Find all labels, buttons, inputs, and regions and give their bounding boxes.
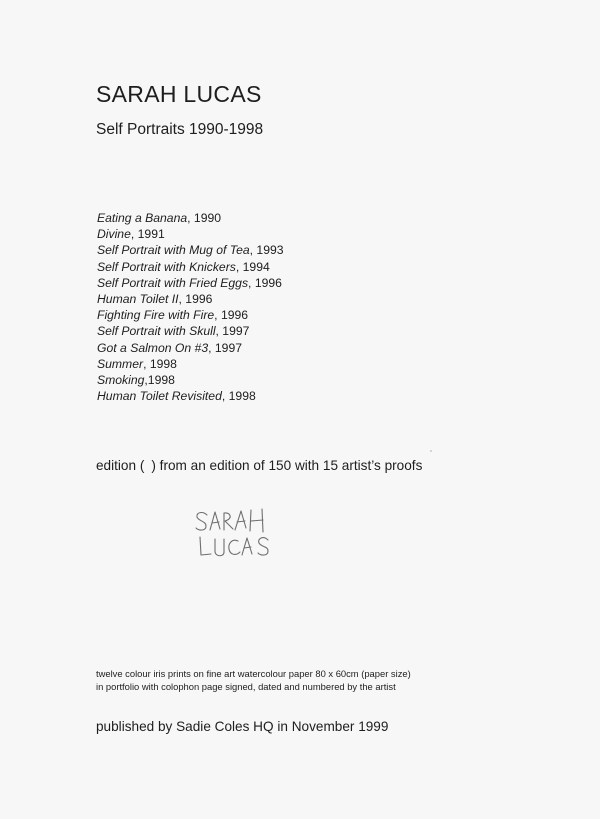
work-title: Self Portrait with Skull — [97, 324, 216, 339]
work-item — [97, 210, 284, 226]
work-title: Summer — [97, 356, 144, 371]
work-item — [97, 242, 284, 258]
work-item — [97, 307, 284, 323]
work-year: , 1994 — [235, 259, 270, 274]
edition-suffix: ) from an edition of 150 with 15 artist’s proofs — [151, 458, 423, 473]
work-title: Human Toilet Revisited — [97, 389, 222, 404]
work-year: , 1993 — [249, 243, 284, 258]
work-item — [97, 226, 284, 242]
work-title: Human Toilet II — [97, 292, 179, 307]
work-item — [97, 275, 284, 291]
work-item — [97, 356, 284, 372]
work-year: , 1998 — [221, 389, 256, 404]
work-year: , 1991 — [130, 227, 165, 242]
work-item — [97, 323, 284, 339]
work-title: Smoking — [97, 373, 145, 388]
work-item — [97, 372, 284, 388]
work-year: , 1997 — [215, 324, 250, 339]
work-year: ,1998 — [144, 373, 175, 388]
print-specifications — [96, 668, 411, 693]
work-title: Got a Salmon On #3 — [97, 340, 209, 355]
work-item — [97, 259, 284, 275]
edition-statement — [96, 458, 422, 473]
portfolio-title: Self Portraits 1990-1998 — [96, 121, 264, 138]
work-year: , 1990 — [187, 211, 222, 225]
work-year: , 1997 — [208, 340, 242, 355]
work-title: Self Portrait with Fried Eggs — [97, 275, 249, 290]
work-year: , 1996 — [214, 308, 249, 323]
work-title: Fighting Fire with Fire — [97, 308, 215, 323]
work-item — [97, 291, 284, 307]
work-item — [97, 340, 284, 356]
paper-speck — [430, 450, 432, 452]
specs-line-2: in portfolio with colophon page signed, dated and numbered by the artist — [96, 680, 396, 692]
edition-prefix: edition ( — [96, 458, 145, 473]
work-title: Self Portrait with Knickers — [97, 259, 236, 274]
work-title: Divine — [97, 227, 131, 242]
work-item — [97, 388, 284, 404]
works-list — [97, 210, 284, 404]
work-year: , 1996 — [178, 292, 213, 307]
artist-name: SARAH LUCAS — [96, 81, 262, 107]
work-year: , 1996 — [248, 275, 282, 290]
artist-signature — [188, 502, 288, 564]
work-title: Eating a Banana — [97, 211, 188, 225]
specs-line-1: twelve colour iris prints on fine art watercolour paper 80 x 60cm (paper size) — [96, 668, 411, 679]
work-title: Self Portrait with Mug of Tea — [97, 243, 250, 258]
work-year: , 1998 — [143, 356, 177, 371]
publisher-line: published by Sadie Coles HQ in November 1999 — [96, 719, 389, 734]
